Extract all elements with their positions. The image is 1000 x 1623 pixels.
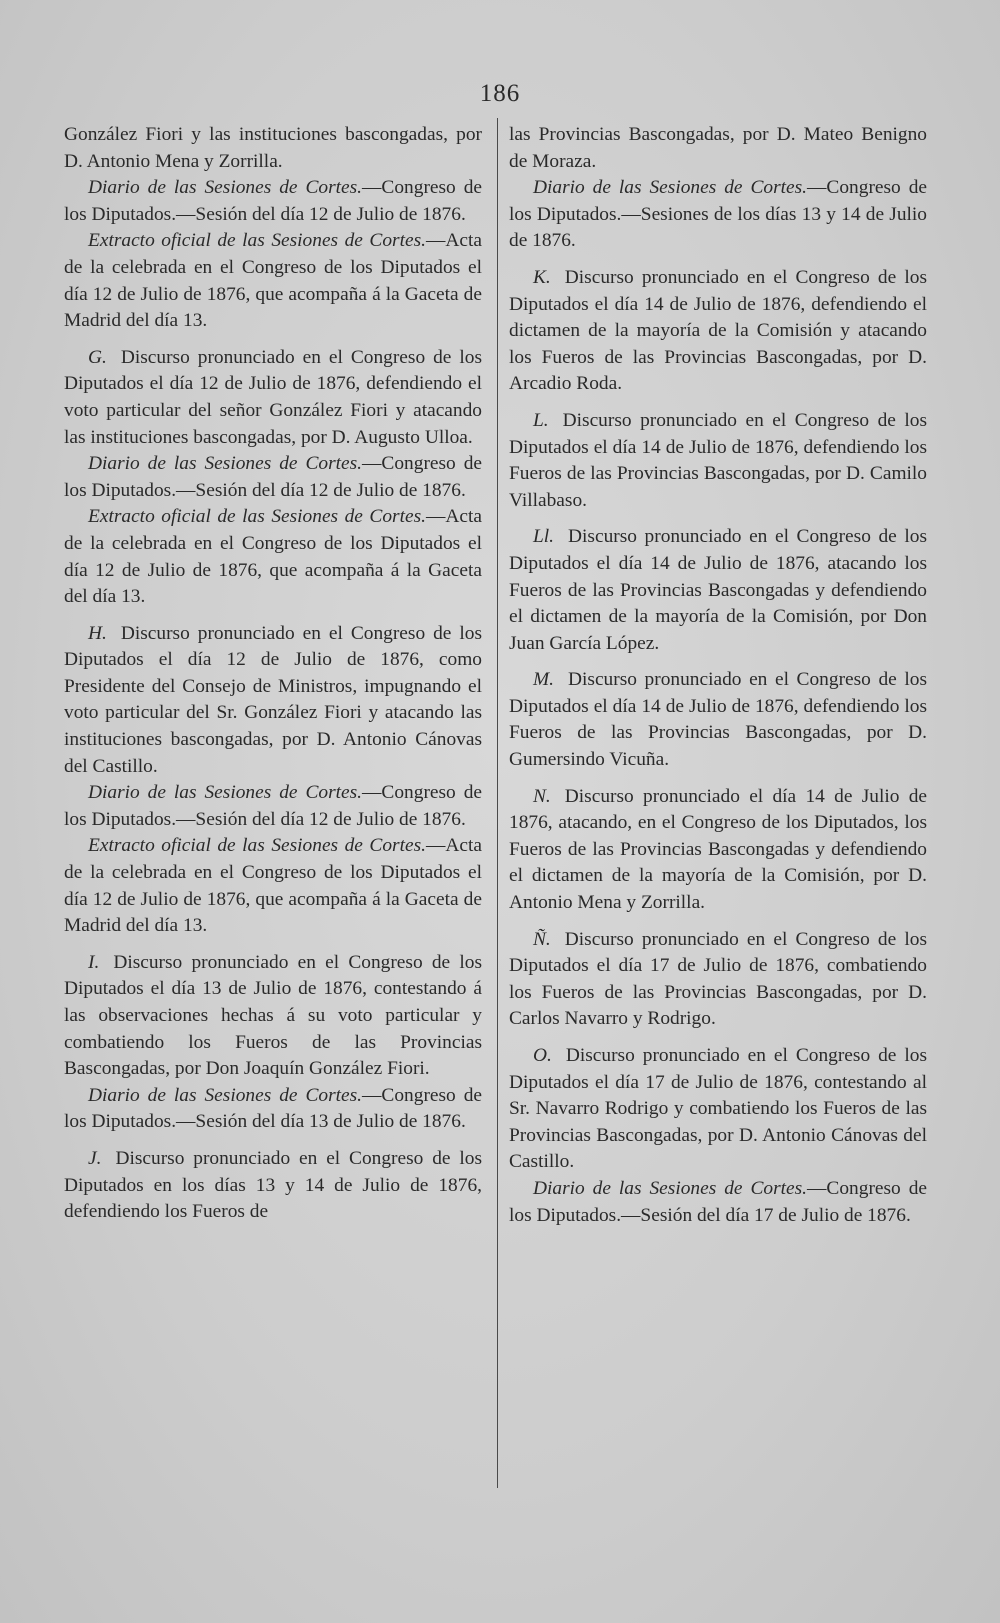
entry-letter: L. bbox=[533, 409, 549, 431]
entry-letter: I. bbox=[88, 951, 100, 973]
catalog-entry bbox=[64, 1146, 482, 1226]
source-title: Diario de las Sesiones de Cortes. bbox=[533, 1177, 808, 1199]
source-title: Extracto oficial de las Sesiones de Cortes. bbox=[88, 506, 426, 528]
catalog-entry bbox=[509, 408, 927, 514]
source-reference bbox=[64, 228, 482, 334]
catalog-entry bbox=[64, 621, 482, 781]
entry-text: Discurso pronunciado en el Congreso de los Diputados el día 12 de Julio de 1876, como Presidente del Consejo de Ministros, impugnando el voto particular del Sr. González Fiori y atacando las instituciones bascongadas, por D. Antonio Cánovas del Castillo. bbox=[64, 622, 482, 777]
entry-letter: Ll. bbox=[533, 526, 555, 548]
source-title: Extracto oficial de las Sesiones de Cortes. bbox=[88, 835, 426, 857]
source-text: —Congreso de los Diputados.—Sesiones de los días 13 y 14 de Julio de 1876. bbox=[509, 177, 927, 252]
entry-letter: M. bbox=[533, 669, 555, 691]
right-column bbox=[509, 122, 927, 1229]
entry-text: Discurso pronunciado en el Congreso de los Diputados el día 13 de Julio de 1876, contestando á las observaciones hechas á su voto particular y combatiendo los Fueros de las Provincias Bascongadas, por Don Joaquín González Fiori. bbox=[64, 951, 482, 1080]
source-text: —Acta de la celebrada en el Congreso de los Diputados el día 12 de Julio de 1876, que acompaña á la Gaceta del día 13. bbox=[64, 506, 482, 608]
entry-text: Discurso pronunciado en el Congreso de los Diputados el día 17 de Julio de 1876, combatiendo los Fueros de las Provincias Bascongadas, por D. Carlos Navarro y Rodrigo. bbox=[509, 928, 927, 1030]
entry-text: Discurso pronunciado en el Congreso de los Diputados el día 14 de Julio de 1876, defendiendo el dictamen de la mayoría de la Comisión y atacando los Fueros de las Provincias Bascongadas, por D. Arcadio Roda. bbox=[509, 266, 927, 395]
entry-text: Discurso pronunciado en el Congreso de los Diputados el día 14 de Julio de 1876, defendiendo los Fueros de las Provincias Bascongadas, por D. Camilo Villabaso. bbox=[509, 409, 927, 511]
continuation-text: González Fiori y las instituciones bascongadas, por D. Antonio Mena y Zorrilla. bbox=[64, 124, 482, 172]
entry-text: Discurso pronunciado en el Congreso de los Diputados el día 12 de Julio de 1876, defendiendo el voto particular del señor González Fiori y atacando las instituciones bascongadas, por D. Augusto Ulloa. bbox=[64, 346, 482, 448]
entry-letter: J. bbox=[88, 1147, 102, 1169]
source-reference bbox=[509, 175, 927, 255]
source-title: Diario de las Sesiones de Cortes. bbox=[88, 453, 363, 475]
entry-letter: N. bbox=[533, 785, 551, 807]
source-text: —Congreso de los Diputados.—Sesión del día 12 de Julio de 1876. bbox=[64, 177, 482, 225]
source-text: —Congreso de los Diputados.—Sesión del día 12 de Julio de 1876. bbox=[64, 453, 482, 501]
source-text: —Congreso de los Diputados.—Sesión del día 12 de Julio de 1876. bbox=[64, 782, 482, 830]
catalog-entry bbox=[509, 667, 927, 773]
column-divider bbox=[497, 118, 498, 1488]
entry-text: Discurso pronunciado en el Congreso de los Diputados el día 14 de Julio de 1876, defendiendo los Fueros de las Provincias Bascongadas, por D. Gumersindo Vicuña. bbox=[509, 669, 927, 771]
source-title: Diario de las Sesiones de Cortes. bbox=[88, 782, 363, 804]
catalog-entry bbox=[64, 345, 482, 451]
source-text: —Acta de la celebrada en el Congreso de los Diputados el día 12 de Julio de 1876, que acompaña á la Gaceta de Madrid del día 13. bbox=[64, 230, 482, 332]
source-reference bbox=[509, 1176, 927, 1229]
entry-text: Discurso pronunciado en el Congreso de los Diputados en los días 13 y 14 de Julio de 1876, defendiendo los Fueros de bbox=[64, 1147, 482, 1223]
source-reference bbox=[64, 504, 482, 610]
entry-text: Discurso pronunciado en el Congreso de los Diputados el día 14 de Julio de 1876, atacando los Fueros de las Provincias Bascongadas y defendiendo el dictamen de la mayoría de la Comisión, por Don Juan García López. bbox=[509, 526, 927, 654]
left-column bbox=[64, 122, 482, 1226]
entry-letter: K. bbox=[533, 266, 551, 288]
source-text: —Congreso de los Diputados.—Sesión del día 17 de Julio de 1876. bbox=[509, 1177, 927, 1226]
source-title: Diario de las Sesiones de Cortes. bbox=[88, 177, 363, 199]
entry-letter: Ñ. bbox=[533, 928, 551, 950]
source-title: Extracto oficial de las Sesiones de Cortes. bbox=[88, 230, 426, 252]
catalog-entry bbox=[509, 265, 927, 398]
source-reference bbox=[64, 451, 482, 504]
catalog-entry bbox=[509, 927, 927, 1033]
entry-letter: O. bbox=[533, 1045, 552, 1066]
source-reference bbox=[64, 1083, 482, 1136]
source-title: Diario de las Sesiones de Cortes. bbox=[88, 1084, 363, 1106]
source-reference bbox=[64, 175, 482, 228]
catalog-entry bbox=[509, 784, 927, 917]
catalog-entry bbox=[509, 524, 927, 657]
entry-letter: G. bbox=[88, 346, 107, 368]
source-reference bbox=[64, 833, 482, 939]
continuation-text: las Provincias Bascongadas, por D. Mateo Benigno de Moraza. bbox=[509, 124, 927, 172]
catalog-entry bbox=[64, 950, 482, 1083]
entry-letter: H. bbox=[88, 622, 107, 644]
source-reference bbox=[64, 780, 482, 833]
catalog-entry bbox=[509, 1043, 927, 1176]
source-text: —Congreso de los Diputados.—Sesión del día 13 de Julio de 1876. bbox=[64, 1084, 482, 1133]
entry-text: Discurso pronunciado el día 14 de Julio de 1876, atacando, en el Congreso de los Diputados, los Fueros de las Provincias Bascongadas y defendiendo el dictamen de la mayoría de la Comisión, por D. Antonio Mena y Zorrilla. bbox=[509, 785, 927, 914]
entry-text: Discurso pronunciado en el Congreso de los Diputados el día 17 de Julio de 1876, contestando al Sr. Navarro Rodrigo y combatiendo los Fueros de las Provincias Bascongadas, por D. Antonio Cánovas del Castillo. bbox=[509, 1045, 927, 1173]
source-text: —Acta de la celebrada en el Congreso de los Diputados el día 12 de Julio de 1876, que acompaña á la Gaceta de Madrid del día 13. bbox=[64, 835, 482, 937]
source-title: Diario de las Sesiones de Cortes. bbox=[533, 177, 808, 199]
page-number: 186 bbox=[479, 80, 521, 107]
